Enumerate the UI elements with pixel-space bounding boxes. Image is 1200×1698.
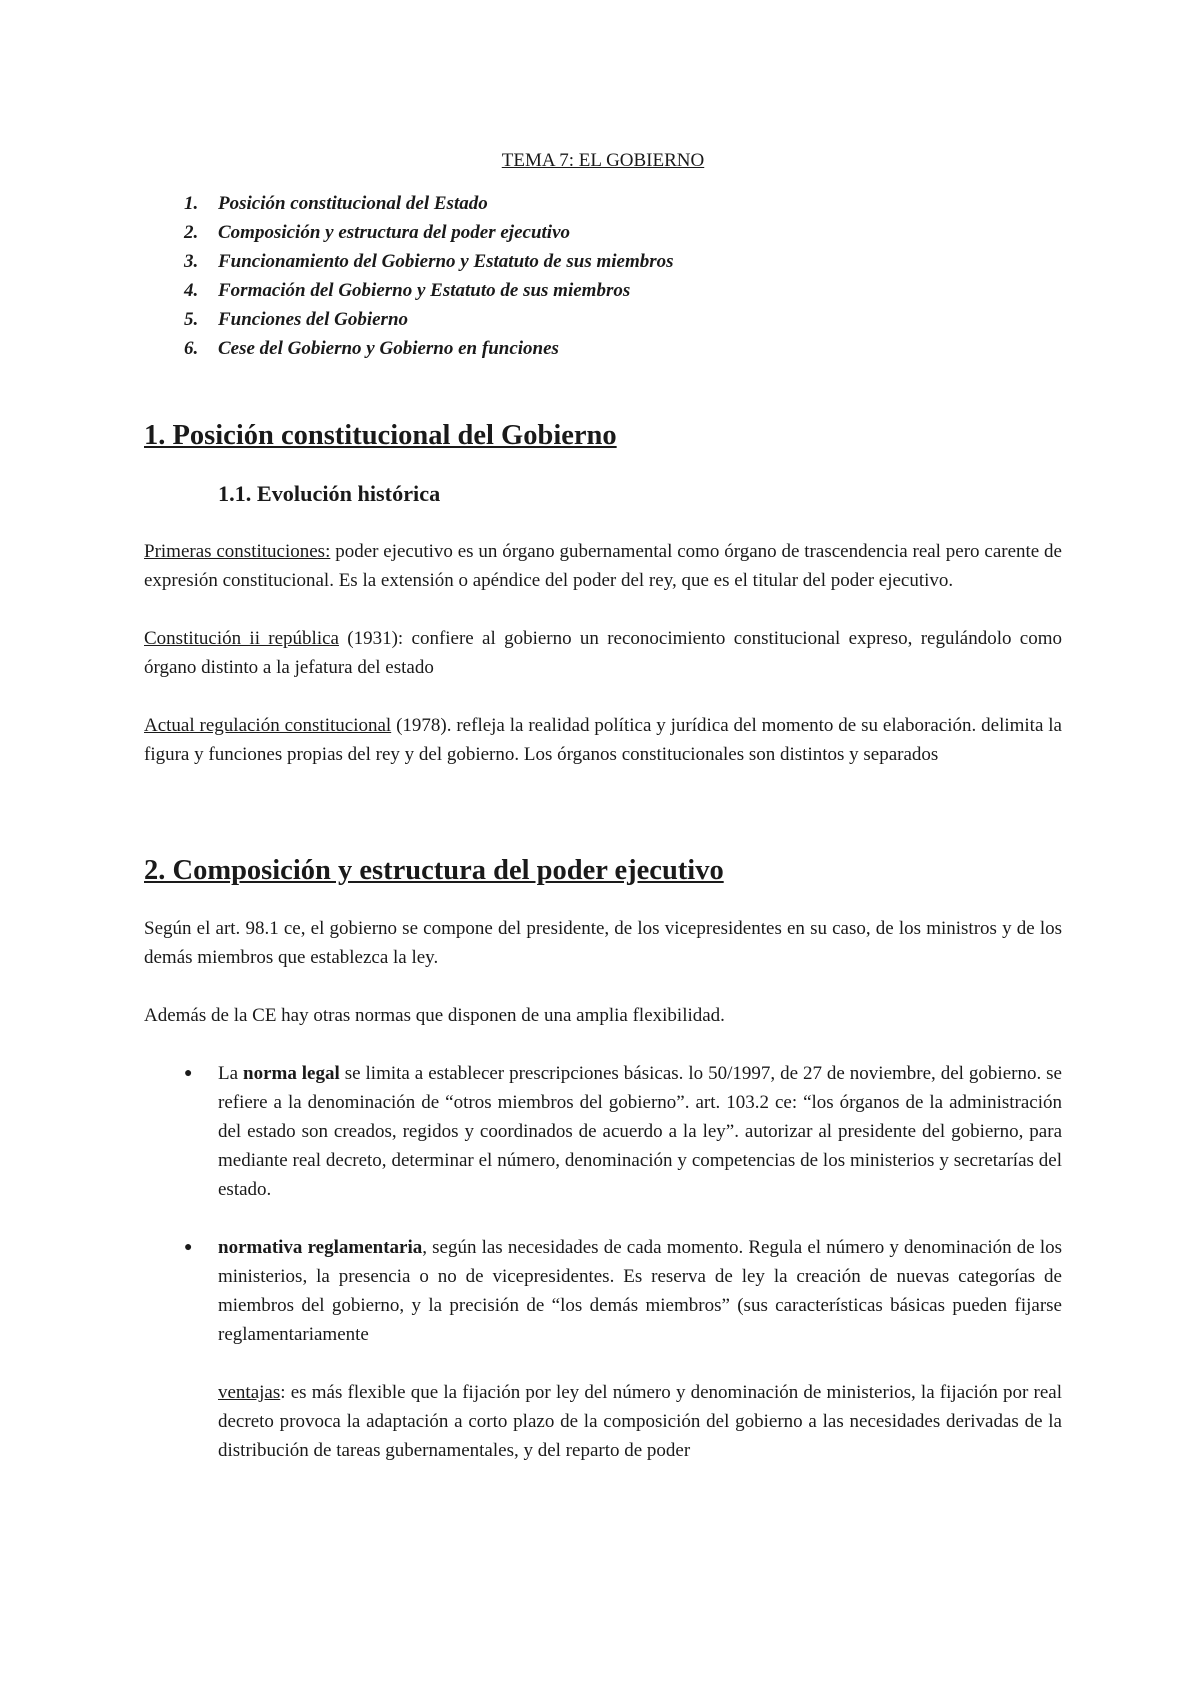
bullet-item-norma-legal: ● La norma legal se limita a establecer prescripciones básicas. lo 50/1997, de 27 de noviembre, del gobierno. se refiere a la denominación de “otros miembros del gobierno”. art. 103.2 ce: “los órganos de la administración del estado son creados, regidos y coordinados de acuerdo a la ley”. autorizar al presidente del gobierno, para mediante real decreto, determinar el número, denominación y competencias de los ministerios y secretarías del estado. <box>144 1059 1062 1204</box>
toc-item: 5. Funciones del Gobierno <box>184 309 409 330</box>
section-1-heading: 1. Posición constitucional del Gobierno <box>144 420 617 451</box>
bullet-item-normativa-reglamentaria: ● normativa reglamentaria, según las necesidades de cada momento. Regula el número y denominación de los ministerios, la presencia o no de vicepresidentes. Es reserva de ley la creación de nuevas categorías de miembros del gobierno, y la precisión de “los demás miembros” (sus características básicas pueden fijarse reglamentariamente <box>144 1233 1062 1349</box>
page-title: TEMA 7: EL GOBIERNO <box>501 150 705 171</box>
bullet-icon: ● <box>184 1066 193 1081</box>
paragraph-constitucion-ii-republica: Constitución ii república (1931): confiere al gobierno un reconocimiento constitucional expreso, regulándolo como órgano distinto a la jefatura del estado <box>144 628 1062 678</box>
paragraph-actual-regulacion: Actual regulación constitucional (1978). refleja la realidad política y jurídica del momento de su elaboración. delimita la figura y funciones propias del rey y del gobierno. Los órganos constitucionales son distintos y separados <box>144 715 1062 765</box>
table-of-contents <box>144 189 1062 363</box>
bullet-list <box>144 1059 1062 1349</box>
toc-item: 3. Funcionamiento del Gobierno y Estatuto de sus miembros <box>184 251 674 272</box>
paragraph-primeras-constituciones: Primeras constituciones: poder ejecutivo es un órgano gubernamental como órgano de trascendencia real pero carente de expresión constitucional. Es la extensión o apéndice del poder del rey, que es el titular del poder ejecutivo. <box>144 541 1062 591</box>
toc-item: 6. Cese del Gobierno y Gobierno en funciones <box>184 338 559 359</box>
toc-item: 1. Posición constitucional del Estado <box>184 193 488 214</box>
paragraph-ventajas: ventajas: es más flexible que la fijación por ley del número y denominación de ministerios, la fijación por real decreto provoca la adaptación a corto plazo de la composición del gobierno a las necesidades derivadas de la distribución de tareas gubernamentales, y del reparto de poder <box>218 1382 1062 1461</box>
toc-item: 2. Composición y estructura del poder ejecutivo <box>184 222 571 243</box>
toc-item: 4. Formación del Gobierno y Estatuto de sus miembros <box>184 280 631 301</box>
section-2-heading: 2. Composición y estructura del poder ejecutivo <box>144 855 724 886</box>
paragraph-otras-normas: Además de la CE hay otras normas que disponen de una amplia flexibilidad. <box>144 1005 725 1026</box>
paragraph-art-98: Según el art. 98.1 ce, el gobierno se compone del presidente, de los vicepresidentes en su caso, de los ministros y de los demás miembros que establezca la ley. <box>144 918 1062 968</box>
bullet-icon: ● <box>184 1240 193 1255</box>
section-1-1-heading: 1.1. Evolución histórica <box>218 481 441 506</box>
